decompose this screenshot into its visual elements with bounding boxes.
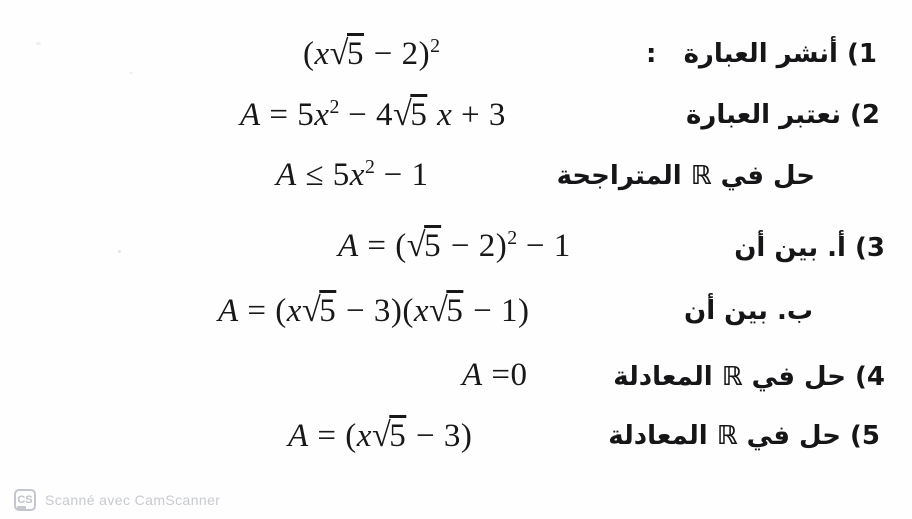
problem-label-1: 1) أنشر العبارة :	[646, 39, 877, 69]
exercise-line-3b	[0, 289, 912, 349]
math-expression-4: $A = (√5 - 2)^2 - 1$	[338, 226, 571, 264]
scan-artifact-speck	[129, 72, 133, 74]
exercise-line-5	[0, 414, 912, 474]
exercise-line-3a	[0, 220, 912, 280]
exercise-line-4	[0, 355, 912, 415]
problem-label-2: 2) نعتبر العبارة	[686, 100, 880, 130]
math-expression-6: A =0	[462, 357, 528, 393]
math-expression-2: $A = 5x^2 - 4√5$ x + 3	[240, 95, 506, 133]
scan-artifact-speck	[118, 250, 121, 253]
problem-label-5: ب. بين أن	[684, 296, 813, 326]
math-expression-7: A = (x√5 − 3)	[288, 416, 473, 454]
exercise-line-2-continued	[0, 154, 912, 214]
problem-label-4: 3) أ. بين أن	[734, 233, 885, 263]
math-expression-5: A = (x√5 − 3)(x√5 − 1)	[218, 291, 530, 329]
problem-label-3: حل في ℝ المتراجحة	[556, 161, 815, 191]
problem-label-6: 4) حل في ℝ المعادلة	[613, 362, 885, 392]
camscanner-caption: Scanné avec CamScanner	[45, 492, 221, 508]
problem-label-7: 5) حل في ℝ المعادلة	[608, 421, 880, 451]
camscanner-logo-icon: CS	[14, 489, 36, 511]
math-expression-3: $A \le 5x^2 - 1$	[276, 156, 429, 193]
exercise-line-2	[0, 93, 912, 153]
scan-artifact-speck	[36, 42, 41, 45]
exercise-line-1	[0, 32, 912, 92]
math-expression-1: $(x√5 - 2)^2$	[303, 34, 440, 72]
camscanner-watermark	[14, 489, 220, 511]
